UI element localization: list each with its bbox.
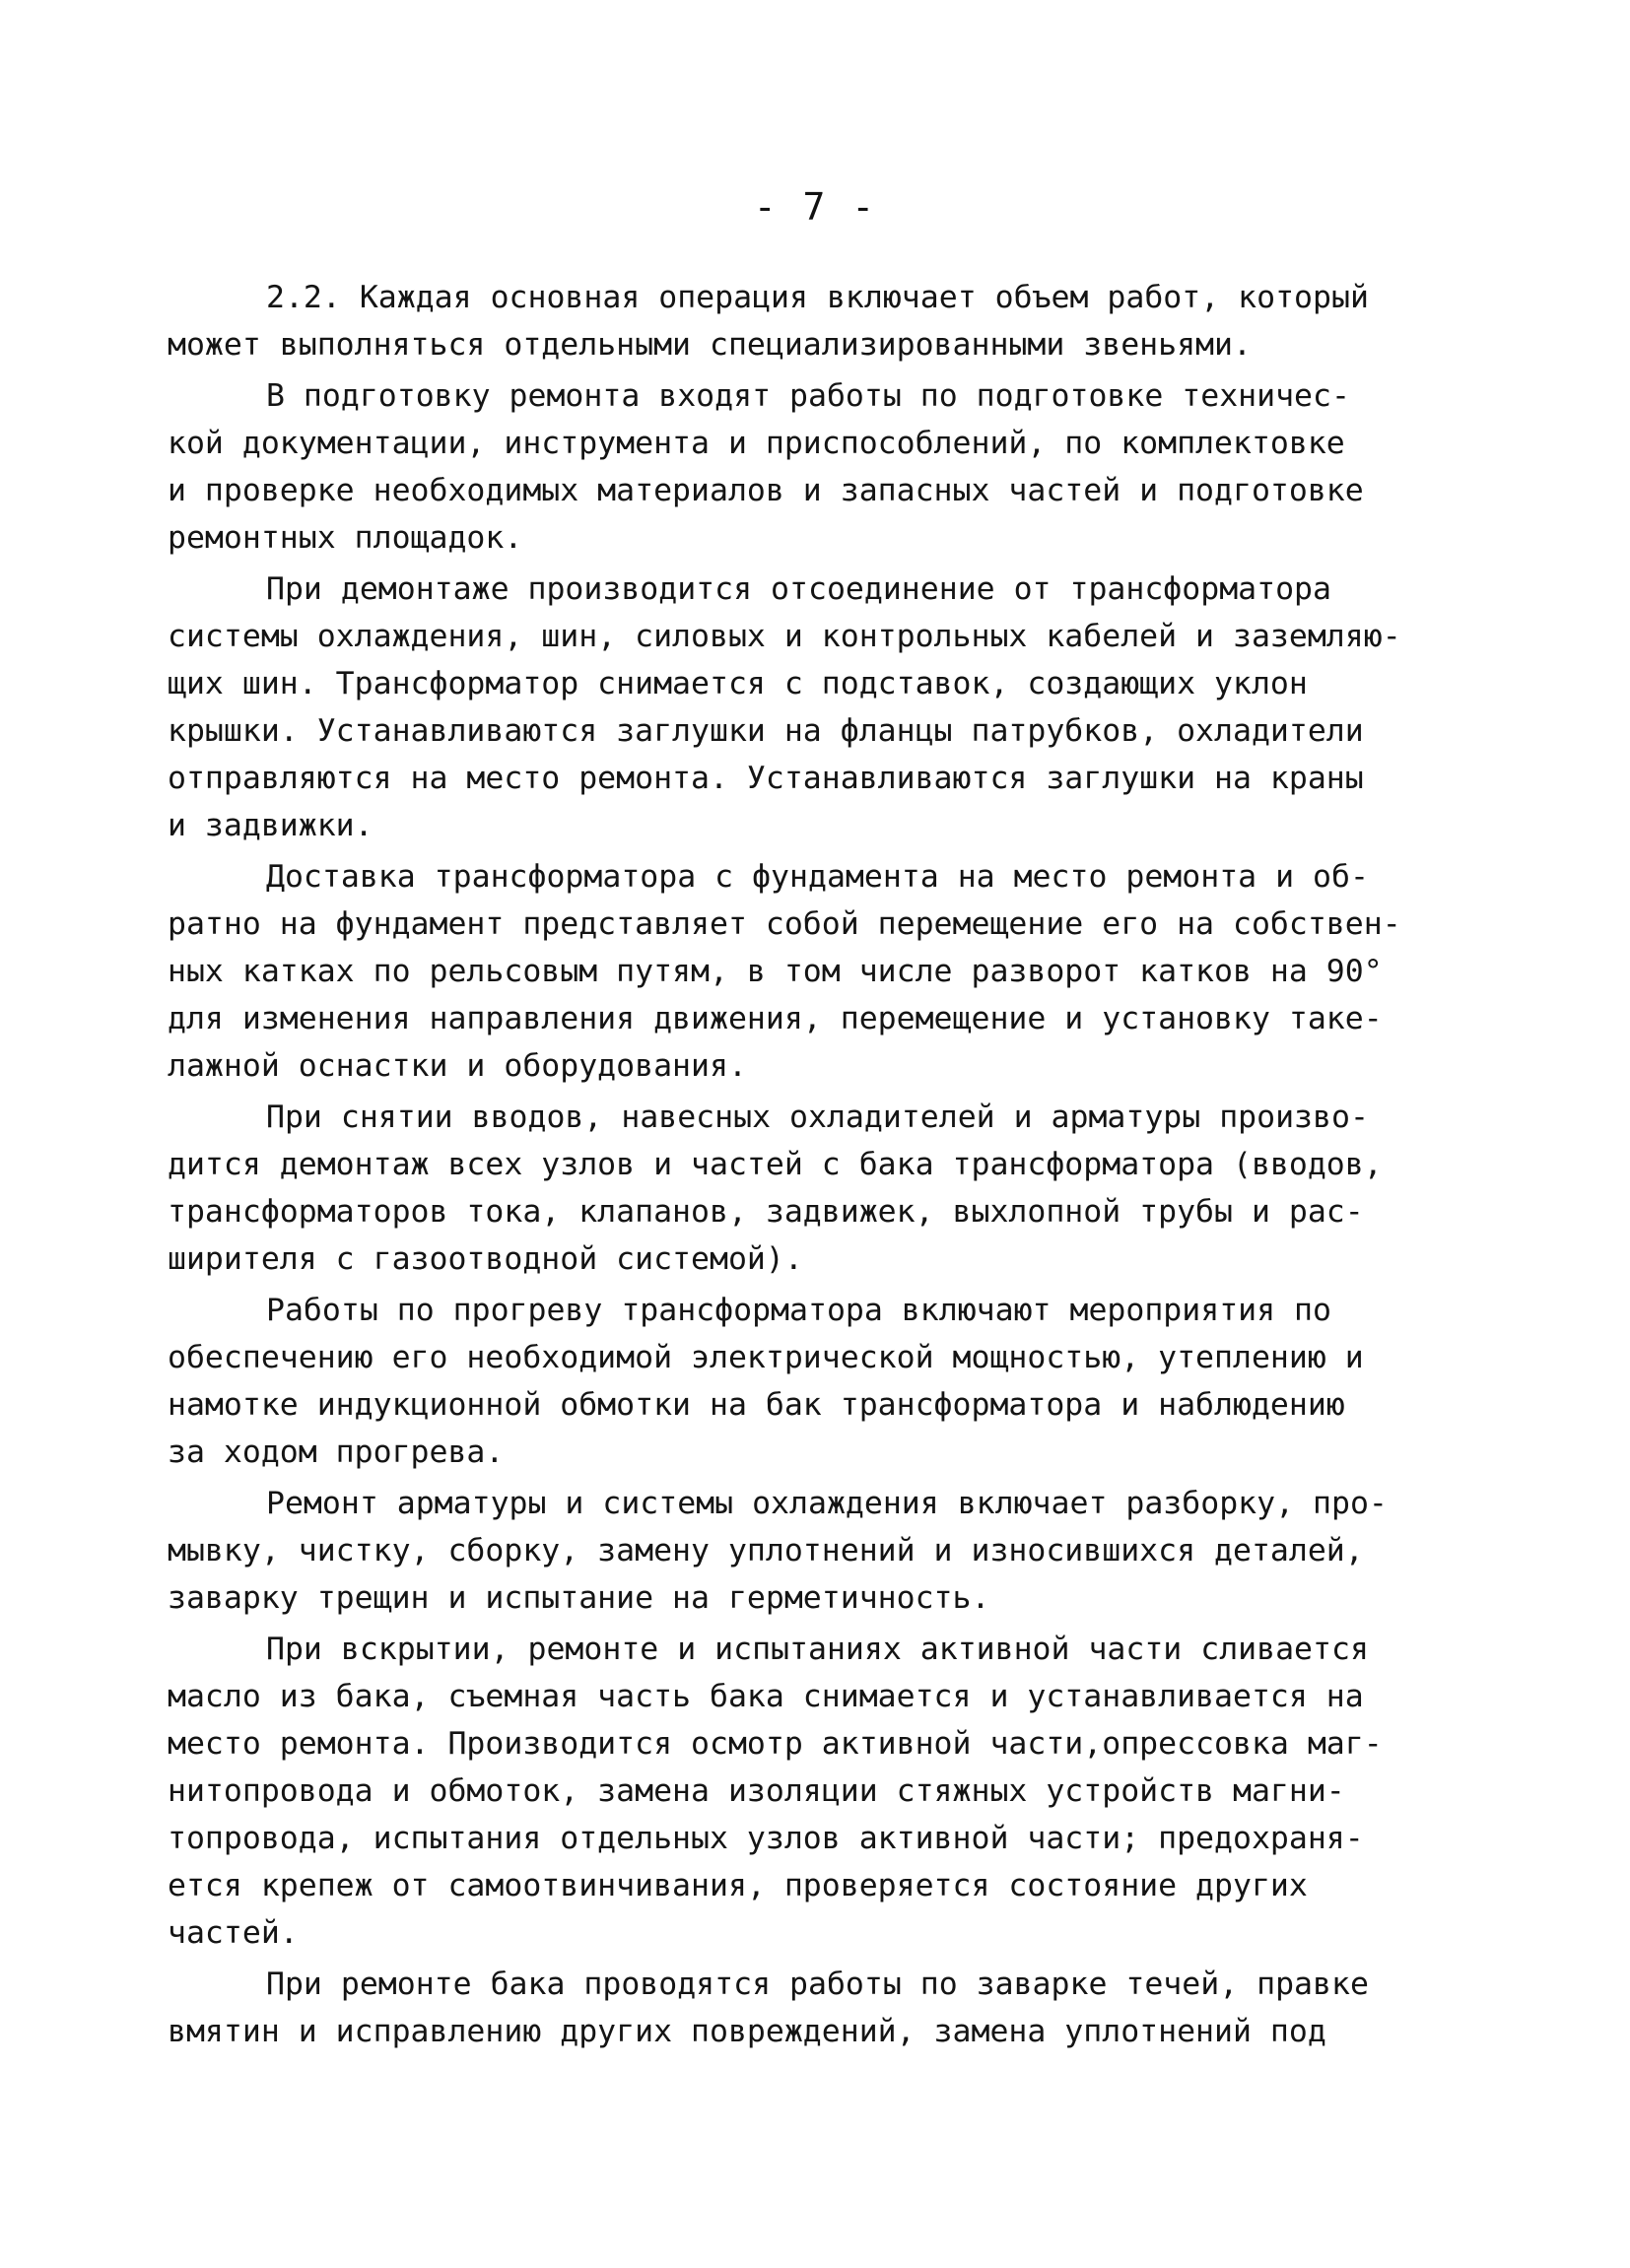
text-line: за ходом прогрева. xyxy=(168,1434,505,1470)
page-number: - 7 - xyxy=(753,185,877,229)
text-line: В подготовку ремонта входят работы по подготовке техничес- xyxy=(266,378,1350,414)
text-line: Ремонт арматуры и системы охлаждения включает разборку, про- xyxy=(266,1486,1388,1521)
text-line: 2.2. Каждая основная операция включает объем работ, который xyxy=(266,280,1369,315)
text-line: При ремонте бака проводятся работы по заварке течей, правке xyxy=(266,1967,1369,2002)
text-line: лажной оснастки и оборудования. xyxy=(168,1048,747,1084)
text-line: место ремонта. Производится осмотр активной части,опрессовка маг- xyxy=(168,1726,1383,1762)
text-line: вмятин и исправлению других повреждений, замена уплотнений под xyxy=(168,2014,1326,2049)
text-line: намотке индукционной обмотки на бак трансформатора и наблюдению xyxy=(168,1387,1345,1423)
text-line: системы охлаждения, шин, силовых и контрольных кабелей и заземляю- xyxy=(168,619,1401,654)
paragraph-fittings-repair xyxy=(168,1480,1439,1622)
text-line: заварку трещин и испытание на герметичность. xyxy=(168,1580,990,1616)
text-line: топровода, испытания отдельных узлов активной части; предохраня- xyxy=(168,1821,1364,1856)
text-line: При демонтаже производится отсоединение от трансформатора xyxy=(266,571,1331,607)
paragraph-heating xyxy=(168,1287,1439,1476)
text-line: мывку, чистку, сборку, замену уплотнений и износившихся деталей, xyxy=(168,1533,1364,1568)
paragraph-dismantling xyxy=(168,566,1439,849)
text-line: частей. xyxy=(168,1915,299,1951)
text-line: может выполняться отдельными специализированными звеньями. xyxy=(168,327,1252,363)
text-line: ных катках по рельсовым путям, в том числе разворот катков на 90° xyxy=(168,954,1383,989)
text-line: ется крепеж от самоотвинчивания, проверяется состояние других xyxy=(168,1868,1308,1903)
text-line: ширителя с газоотводной системой). xyxy=(168,1241,803,1277)
paragraph-preparation xyxy=(168,372,1439,562)
text-line: трансформаторов тока, клапанов, задвижек, выхлопной трубы и рас- xyxy=(168,1194,1364,1230)
text-line: крышки. Устанавливаются заглушки на фланцы патрубков, охладители xyxy=(168,713,1364,749)
paragraph-active-part xyxy=(168,1626,1439,1957)
text-line: ратно на фундамент представляет собой перемещение его на собствен- xyxy=(168,906,1401,942)
text-line: кой документации, инструмента и приспособлений, по комплектовке xyxy=(168,426,1345,461)
text-line: ремонтных площадок. xyxy=(168,520,523,556)
text-line: Работы по прогреву трансформатора включают мероприятия по xyxy=(266,1293,1331,1328)
text-line: и задвижки. xyxy=(168,808,374,843)
text-line: обеспечению его необходимой электрической мощностью, утеплению и xyxy=(168,1340,1364,1375)
text-line: масло из бака, съемная часть бака снимается и устанавливается на xyxy=(168,1679,1364,1714)
paragraph-delivery xyxy=(168,853,1439,1090)
body-text xyxy=(168,274,1439,2059)
text-line: и проверке необходимых материалов и запасных частей и подготовке xyxy=(168,473,1364,508)
text-line: нитопровода и обмоток, замена изоляции стяжных устройств магни- xyxy=(168,1773,1345,1809)
paragraph-tank-repair xyxy=(168,1961,1439,2055)
text-line: Доставка трансформатора с фундамента на место ремонта и об- xyxy=(266,859,1369,895)
paragraph-2-2 xyxy=(168,274,1439,368)
paragraph-bushings-removal xyxy=(168,1094,1439,1283)
text-line: При вскрытии, ремонте и испытаниях активной части сливается xyxy=(266,1632,1369,1667)
text-line: При снятии вводов, навесных охладителей и арматуры произво- xyxy=(266,1100,1369,1135)
text-line: дится демонтаж всех узлов и частей с бака трансформатора (вводов, xyxy=(168,1147,1383,1182)
text-line: щих шин. Трансформатор снимается с подставок, создающих уклон xyxy=(168,666,1308,701)
text-line: отправляются на место ремонта. Устанавливаются заглушки на краны xyxy=(168,761,1364,796)
text-line: для изменения направления движения, перемещение и установку таке- xyxy=(168,1001,1383,1036)
